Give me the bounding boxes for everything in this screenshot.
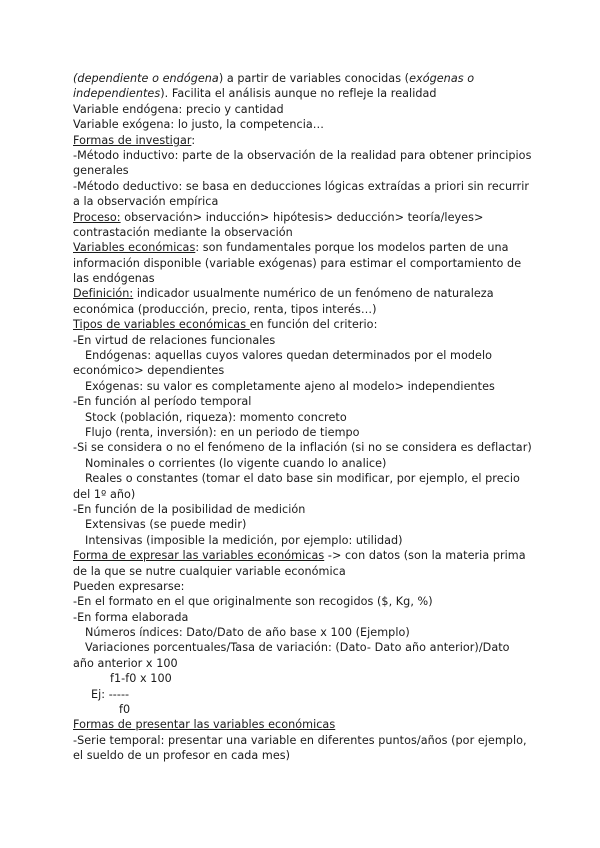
text-line: del 1º año) (73, 487, 136, 501)
text-span: : (191, 133, 196, 147)
underlined-heading: Definición: (73, 287, 134, 301)
text-line: económica (producción, precio, renta, tipos interés…) (73, 302, 377, 316)
formula-numerator: f1-f0 x 100 (110, 672, 172, 686)
text-span: indicador usualmente numérico de un fenómeno de naturaleza (133, 287, 494, 301)
underlined-heading: Variables económicas (73, 241, 196, 255)
section-heading (73, 133, 543, 148)
text-line: Reales o constantes (tomar el dato base sin modificar, por ejemplo, el precio (85, 472, 520, 486)
text-line: las endógenas (73, 272, 155, 286)
text-line: Flujo (renta, inversión): en un periodo de tiempo (85, 425, 360, 439)
text-line: de la que se nutre cualquier variable económica (73, 564, 346, 578)
text-line: -En virtud de relaciones funcionales (73, 333, 276, 347)
document-page (73, 71, 543, 764)
underlined-heading: Formas de presentar las variables económicas (73, 718, 336, 732)
text-line: Pueden expresarse: (73, 579, 185, 593)
text-line: -Serie temporal: presentar una variable en diferentes puntos/años (por ejemplo, (73, 733, 527, 747)
text-line (73, 86, 543, 101)
italic-text: (dependiente o endógena (73, 72, 219, 85)
text-line: Variable exógena: lo justo, la competencia… (73, 118, 325, 132)
underlined-heading: Forma de expresar las variables económicas (73, 549, 325, 563)
text-line: generales (73, 164, 129, 178)
italic-text: independientes (73, 87, 161, 101)
formula-example: Ej: ----- (91, 687, 130, 701)
text-span: -> con datos (son la materia prima (324, 549, 526, 563)
text-line: -Método deductivo: se basa en deducciones lógicas extraídas a priori sin recurrir (73, 179, 530, 193)
text-line: -En función de la posibilidad de medición (73, 502, 306, 516)
text-line: Intensivas (imposible la medición, por ejemplo: utilidad) (85, 533, 403, 547)
underlined-heading: Tipos de variables económicas (73, 318, 250, 332)
text-line: -Método inductivo: parte de la observación de la realidad para obtener principios (73, 148, 532, 162)
text-line: contrastación mediante la observación (73, 225, 293, 239)
text-span: ). Facilita el análisis aunque no refleje la realidad (160, 87, 437, 101)
text-line: Nominales o corrientes (lo vigente cuando lo analice) (85, 456, 387, 470)
text-line: Endógenas: aquellas cuyos valores quedan determinados por el modelo (85, 349, 493, 363)
text-line: Números índices: Dato/Dato de año base x 100 (Ejemplo) (85, 626, 410, 640)
text-line: económico> dependientes (73, 364, 225, 378)
text-line (73, 286, 543, 301)
text-line: información disponible (variable exógenas) para estimar el comportamiento de (73, 256, 522, 270)
text-span: en función del criterio: (249, 318, 378, 332)
text-span: observación> inducción> hipótesis> deducción> teoría/leyes> (120, 210, 484, 224)
text-line (73, 71, 543, 86)
text-line: -En forma elaborada (73, 610, 189, 624)
text-line (73, 317, 543, 332)
italic-text: exógenas o (409, 72, 475, 85)
text-span: ) a partir de variables conocidas ( (218, 72, 410, 85)
text-line (73, 240, 543, 255)
text-line (73, 548, 543, 563)
text-line: Exógenas: su valor es completamente ajeno al modelo> independientes (85, 379, 495, 393)
text-span: : son fundamentales porque los modelos parten de una (195, 241, 509, 255)
text-line: -En función al período temporal (73, 395, 252, 409)
text-line: Variaciones porcentuales/Tasa de variación: (Dato- Dato año anterior)/Dato (85, 641, 510, 655)
section-heading (73, 717, 543, 732)
text-line: a la observación empírica (73, 195, 219, 209)
underlined-heading: Formas de investigar (73, 133, 192, 147)
text-line: Variable endógena: precio y cantidad (73, 102, 284, 116)
formula-denominator: f0 (119, 703, 131, 717)
text-line: el sueldo de un profesor en cada mes) (73, 749, 291, 763)
text-line (73, 210, 543, 225)
text-line: Extensivas (se puede medir) (85, 518, 247, 532)
text-line: -En el formato en el que originalmente son recogidos ($, Kg, %) (73, 595, 433, 609)
text-line: -Si se considera o no el fenómeno de la inflación (si no se considera es deflactar) (73, 441, 532, 455)
text-line: año anterior x 100 (73, 656, 178, 670)
underlined-heading: Proceso: (73, 210, 121, 224)
text-line: Stock (población, riqueza): momento concreto (85, 410, 347, 424)
